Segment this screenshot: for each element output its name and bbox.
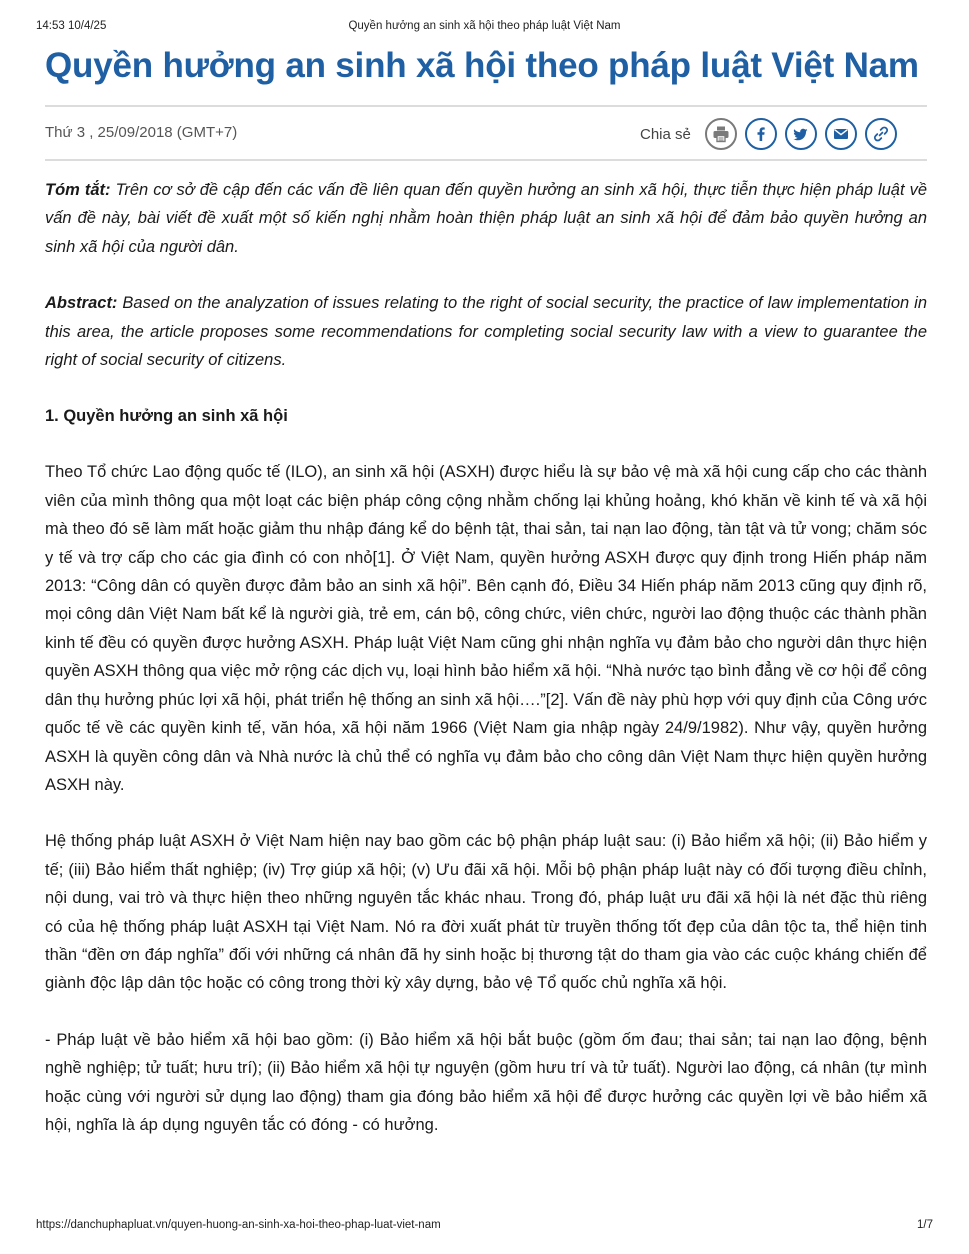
twitter-share-button[interactable] bbox=[785, 118, 817, 150]
article-date: Thứ 3 , 25/09/2018 (GMT+7) bbox=[45, 124, 238, 141]
body-paragraph: Hệ thống pháp luật ASXH ở Việt Nam hiện nay bao gồm các bộ phận pháp luật sau: (i) Bảo hiểm xã hội; (ii) Bảo hiểm y tế; (iii) Bảo hiểm thất nghiệp; (iv) Trợ giúp xã hội; (v) Ưu đãi xã hội. Mỗi bộ phận pháp luật này có đối tượng điều chỉnh, nội dung, vai trò và thực hiện theo những nguyên tắc khác nhau. Trong đó, pháp luật ưu đãi xã hội là nét đặc thù riêng có của hệ thống pháp luật ASXH tại Việt Nam. Nó ra đời xuất phát từ truyền thống tốt đẹp của dân tộc ta, thể hiện tinh thần “đền ơn đáp nghĩa” đối với những cá nhân đã hy sinh hoặc bị thương tật do tham gia vào các cuộc kháng chiến để giành độc lập dân tộc hoặc có công trong thời kỳ xây dựng, bảo vệ Tổ quốc chủ nghĩa xã hội. bbox=[45, 832, 927, 993]
email-share-button[interactable] bbox=[825, 118, 857, 150]
facebook-icon bbox=[753, 126, 769, 142]
print-timestamp: 14:53 10/4/25 bbox=[36, 20, 107, 32]
body-paragraph: Theo Tổ chức Lao động quốc tế (ILO), an sinh xã hội (ASXH) được hiểu là sự bảo vệ mà xã hội cung cấp cho các thành viên của mình thông qua một loạt các biện pháp công cộng nhằm chống lại khủng hoảng, khó khăn về kinh tế và xã hội mà theo đó sẽ làm mất hoặc giảm thu nhập đáng kể do bệnh tật, thai sản, tai nạn lao động, tàn tật và tử vong; chăm sóc y tế và trợ cấp cho các gia đình có con nhỏ[1]. Ở Việt Nam, quyền hưởng ASXH được quy định trong Hiến pháp năm 2013: “Công dân có quyền được đảm bảo an sinh xã hội”. Bên cạnh đó, Điều 34 Hiến pháp năm 2013 cũng quy định rõ, mọi công dân Việt Nam bất kể là người già, trẻ em, cán bộ, công chức, viên chức, người lao động thuộc các thành phần kinh tế đều có quyền được hưởng ASXH. Pháp luật Việt Nam cũng ghi nhận nghĩa vụ đảm bảo cho người dân thực hiện quyền ASXH thông qua việc mở rộng các dịch vụ, loại hình bảo hiểm xã hội. “Nhà nước tạo bình đẳng về cơ hội để công dân thụ hưởng phúc lợi xã hội, phát triển hệ thống an sinh xã hội….”[2]. Vấn đề này phù hợp với quy định của Công ước quốc tế về các quyền kinh tế, văn hóa, xã hội năm 1966 (Việt Nam gia nhập ngày 24/9/1982). Như vậy, quyền hưởng ASXH là quyền công dân và Nhà nước là chủ thể có nghĩa vụ đảm bảo cho công dân Việt Nam thực hiện quyền hưởng ASXH này. bbox=[45, 463, 927, 794]
print-button[interactable] bbox=[705, 118, 737, 150]
divider-bottom bbox=[45, 159, 927, 161]
share-bar bbox=[640, 113, 905, 155]
facebook-share-button[interactable] bbox=[745, 118, 777, 150]
summary-label: Tóm tắt: bbox=[45, 181, 111, 199]
article-title: Quyền hưởng an sinh xã hội theo pháp luật Việt Nam bbox=[45, 46, 919, 85]
link-icon bbox=[872, 125, 890, 143]
email-icon bbox=[832, 125, 850, 143]
article-body bbox=[45, 176, 927, 1139]
print-header bbox=[36, 20, 933, 36]
summary-text: Trên cơ sở đề cập đến các vấn đề liên quan đến quyền hưởng an sinh xã hội, thực tiễn thực hiện pháp luật về vấn đề này, bài viết đề xuất một số kiến nghị nhằm hoàn thiện pháp luật an sinh xã hội để đảm bảo quyền hưởng an sinh xã hội của người dân. bbox=[45, 181, 927, 256]
copy-link-button[interactable] bbox=[865, 118, 897, 150]
abstract-paragraph bbox=[45, 289, 927, 374]
body-paragraph: - Pháp luật về bảo hiểm xã hội bao gồm: (i) Bảo hiểm xã hội bắt buộc (gồm ốm đau; thai sản; tai nạn lao động, bệnh nghề nghiệp; tử tuất; hưu trí); (ii) Bảo hiểm xã hội tự nguyện (gồm hưu trí và tử tuất). Người lao động, cá nhân (tự mình hoặc cùng với người sử dụng lao động) tham gia đóng bảo hiểm xã hội để được hưởng các quyền lợi về bảo hiểm xã hội, nghĩa là áp dụng nguyên tắc có đóng - có hưởng. bbox=[45, 1030, 927, 1134]
twitter-icon bbox=[792, 126, 809, 143]
abstract-text: Based on the analyzation of issues relating to the right of social security, the practice of law implementation in this area, the article proposes some recommendations for completing social security law with a view to guarantee the right of social security of citizens. bbox=[45, 294, 928, 370]
summary-paragraph bbox=[45, 176, 927, 261]
print-url: https://danchuphapluat.vn/quyen-huong-an-sinh-xa-hoi-theo-phap-luat-viet-nam bbox=[36, 1219, 441, 1231]
share-label: Chia sẻ bbox=[640, 125, 691, 143]
page-number: 1/7 bbox=[917, 1219, 933, 1231]
print-page-title: Quyền hưởng an sinh xã hội theo pháp luật Việt Nam bbox=[348, 20, 621, 32]
divider-top bbox=[45, 105, 927, 107]
section-heading: 1. Quyền hưởng an sinh xã hội bbox=[45, 407, 288, 426]
abstract-label: Abstract: bbox=[45, 294, 118, 313]
print-footer bbox=[36, 1219, 933, 1235]
print-icon bbox=[712, 125, 730, 143]
